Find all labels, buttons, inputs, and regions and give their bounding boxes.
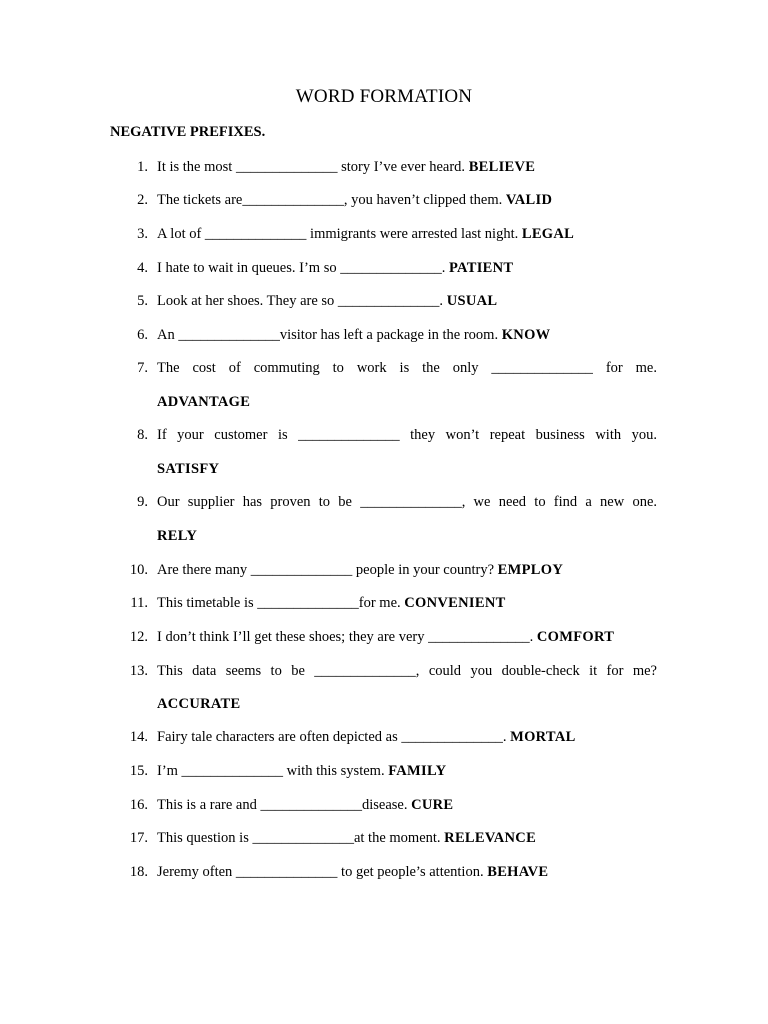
item-text-line [157,729,657,746]
item-text-line [157,327,657,344]
item-sentence: Fairy tale characters are often depicted as ______________. [157,729,507,745]
item-keyword: FAMILY [388,763,447,779]
item-sentence: The cost of commuting to work is the only ______________ for me. [157,360,657,376]
item-number: 17. [129,830,148,846]
item-text-line [157,830,657,847]
item-number: 8. [137,427,148,443]
item-sentence: This timetable is ______________for me. [157,595,401,611]
item-text-line [157,864,657,881]
item-number: 5. [137,293,148,309]
item-sentence: This is a rare and ______________disease. [157,797,408,813]
item-number: 14. [129,729,148,745]
item-keyword: CONVENIENT [404,595,506,611]
item-number: 2. [137,192,148,208]
item-sentence: Our supplier has proven to be ______________, we need to find a new one. [157,494,657,510]
item-number: 7. [137,360,148,376]
item-text-line [157,629,657,646]
item-text-line [157,192,657,209]
item-keyword: RELY [157,528,198,544]
item-keyword: PATIENT [448,260,514,276]
item-keyword: USUAL [446,293,498,309]
item-number: 9. [137,494,148,510]
item-keyword: BEHAVE [487,864,549,880]
item-sentence: I don’t think I’ll get these shoes; they are very ______________. [157,629,534,645]
item-sentence: This question is ______________at the moment. [157,830,441,846]
item-keyword: ACCURATE [157,696,241,712]
item-number: 3. [137,226,148,242]
item-number: 11. [130,595,148,611]
item-keyword: ADVANTAGE [157,394,251,410]
item-keyword: COMFORT [536,629,615,645]
item-keyword: LEGAL [521,226,575,242]
item-number: 15. [129,763,148,779]
item-text-line [157,595,657,612]
item-text-line [157,797,657,814]
item-sentence: I hate to wait in queues. I’m so ______________. [157,260,446,276]
item-number: 13. [129,663,148,679]
item-number: 4. [137,260,148,276]
item-text-line [157,260,657,277]
item-text-line [157,562,657,579]
item-keyword: SATISFY [157,461,220,477]
item-number: 16. [129,797,148,813]
item-sentence: I’m ______________ with this system. [157,763,385,779]
item-sentence: Look at her shoes. They are so ______________. [157,293,444,309]
item-sentence: This data seems to be ______________, could you double-check it for me? [157,663,657,679]
item-sentence: Jeremy often ______________ to get people’s attention. [157,864,484,880]
item-number: 18. [129,864,148,880]
item-keyword: VALID [505,192,553,208]
item-sentence: It is the most ______________ story I’ve ever heard. [157,159,466,175]
item-keyword: BELIEVE [468,159,536,175]
item-number: 6. [137,327,148,343]
item-number: 10. [129,562,148,578]
item-sentence: An ______________visitor has left a package in the room. [157,327,499,343]
item-sentence: The tickets are______________, you haven’t clipped them. [157,192,503,208]
item-keyword: RELEVANCE [444,830,537,846]
item-text-line [157,763,657,780]
item-number: 12. [129,629,148,645]
item-sentence: A lot of ______________ immigrants were arrested last night. [157,226,519,242]
item-keyword: KNOW [501,327,551,343]
item-sentence: If your customer is ______________ they won’t repeat business with you. [157,427,657,443]
item-text-line [157,159,657,176]
item-number: 1. [137,159,148,175]
page-title: WORD FORMATION [295,86,473,107]
item-keyword: EMPLOY [497,562,564,578]
item-keyword: MORTAL [510,729,576,745]
item-sentence: Are there many ______________ people in your country? [157,562,495,578]
section-heading: NEGATIVE PREFIXES. [110,124,266,140]
item-text-line [157,293,657,310]
item-keyword: CURE [411,797,454,813]
item-text-line [157,226,657,243]
